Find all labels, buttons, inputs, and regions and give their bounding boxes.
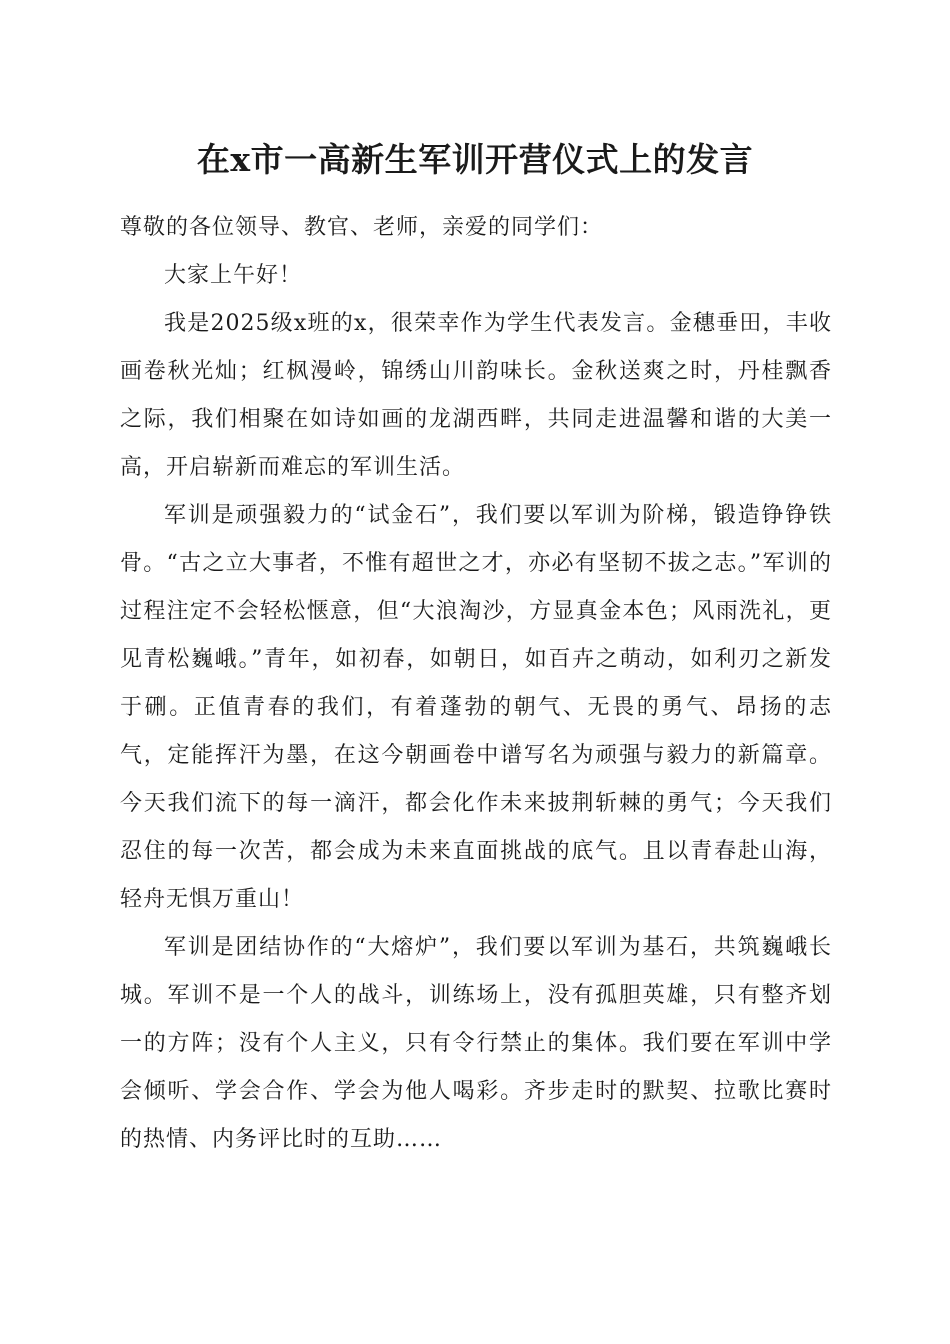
paragraph-teamwork: 军训是团结协作的“大熔炉”，我们要以军训为基石，共筑巍峨长城。军训不是一个人的战斗，训练场上，没有孤胆英雄，只有整齐划一的方阵；没有个人主义，只有令行禁止的集体。我们要在军训中学会倾听、学会合作、学会为他人喝彩。齐步走时的默契、拉歌比赛时的热情、内务评比时的互助…… [120,935,832,1152]
salutation: 尊敬的各位领导、教官、老师，亲爱的同学们： [120,215,604,240]
paragraph-perseverance: 军训是顽强毅力的“试金石”，我们要以军训为阶梯，锻造铮铮铁骨。“古之立大事者，不惟有超世之才，亦必有坚韧不拔之志。”军训的过程注定不会轻松惬意，但“大浪淘沙，方显真金本色；风雨洗礼，更见青松巍峨。”青年，如初春，如朝日，如百卉之萌动，如利刃之新发于硎。正值青春的我们，有着蓬勃的朝气、无畏的勇气、昂扬的志气，定能挥汗为墨，在这今朝画卷中谱写名为顽强与毅力的新篇章。今天我们流下的每一滴汗，都会化作未来披荆斩棘的勇气；今天我们忍住的每一次苦，都会成为未来直面挑战的底气。且以青春赴山海，轻舟无惧万重山！ [120,503,832,912]
document-body [120,204,832,1164]
document-title: 在x市一高新生军训开营仪式上的发言 [196,140,754,179]
paragraph-introduction: 我是2025级x班的x，很荣幸作为学生代表发言。金穗垂田，丰收画卷秋光灿；红枫漫岭，锦绣山川韵味长。金秋送爽之时，丹桂飘香之际，我们相聚在如诗如画的龙湖西畔，共同走进温馨和谐的大美一高，开启崭新而难忘的军训生活。 [120,311,832,480]
greeting: 大家上午好！ [164,263,303,288]
